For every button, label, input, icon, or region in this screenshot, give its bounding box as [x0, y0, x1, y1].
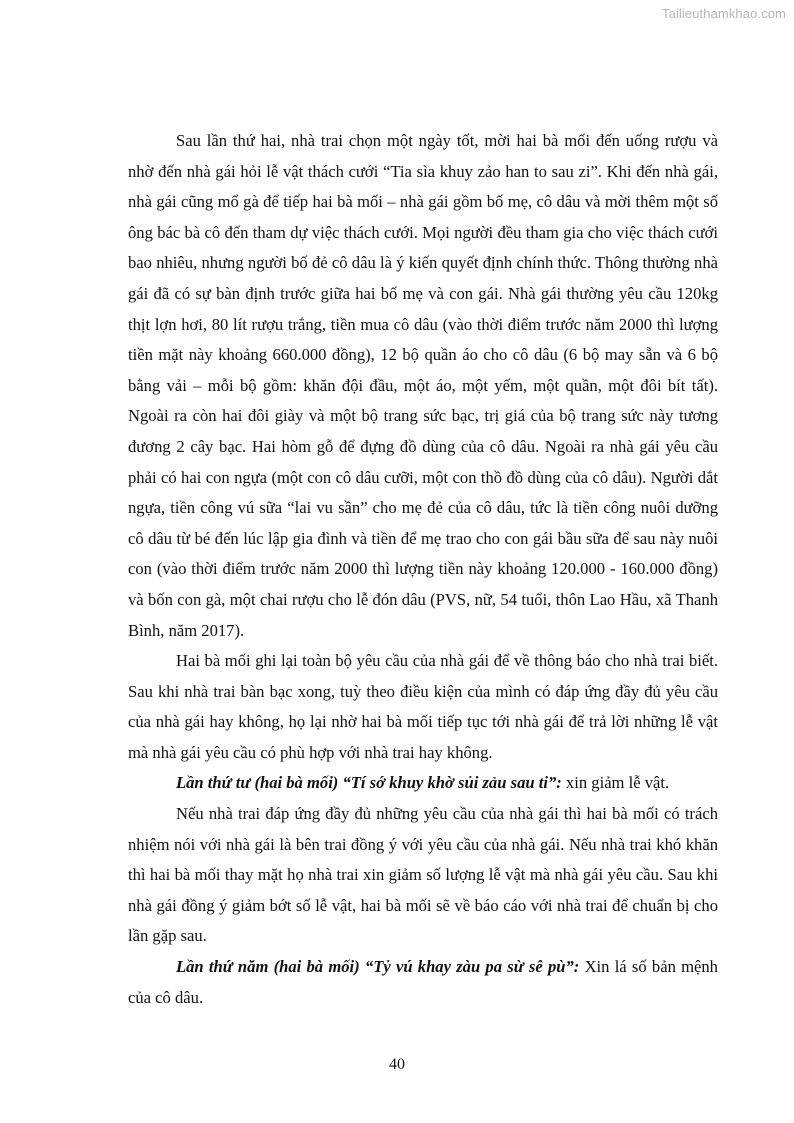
paragraph-4: Nếu nhà trai đáp ứng đầy đủ những yêu cầu của nhà gái thì hai bà mối có trách nhiệm nói với nhà gái là bên trai đồng ý với yêu cầu của nhà gái. Nếu nhà trai khó khăn thì hai bà mối thay mặt họ nhà trai xin giảm số lượng lễ vật mà nhà gái yêu cầu. Sau khi nhà gái đồng ý giảm bớt số lễ vật, hai bà mối sẽ về báo cáo với nhà trai để chuẩn bị cho lần gặp sau.: [128, 804, 718, 946]
paragraph-5: [128, 952, 718, 1013]
paragraph-5-text: Xin lá số bản mệnh của cô dâu.: [128, 957, 718, 1007]
paragraph-1: Sau lần thứ hai, nhà trai chọn một ngày tốt, mời hai bà mối đến uống rượu và nhờ đến nhà gái hỏi lễ vật thách cưới “Tia sìa khuy zảo han to sau zi”. Khi đến nhà gái, nhà gái cũng mổ gà để tiếp hai bà mối – nhà gái gồm bố mẹ, cô dâu và mời thêm một số ông bác bà cô đến tham dự việc thách cưới. Mọi người đều tham gia cho việc thách cưới bao nhiêu, nhưng người bố đẻ cô dâu là ý kiến quyết định chính thức. Thông thường nhà gái đã có sự bàn định trước giữa hai bố mẹ và con gái. Nhà gái thường yêu cầu 120kg thịt lợn hơi, 80 lít rượu trắng, tiền mua cô dâu (vào thời điểm trước năm 2000 thì lượng tiền mặt này khoảng 660.000 đồng), 12 bộ quần áo cho cô dâu (6 bộ may sẵn và 6 bộ bằng vải – mỗi bộ gồm: khăn đội đầu, một áo, một yếm, một quần, một đôi bít tất). Ngoài ra còn hai đôi giày và một bộ trang sức bạc, trị giá của bộ trang sức này tương đương 2 cây bạc. Hai hòm gỗ để đựng đồ dùng của cô dâu. Ngoài ra nhà gái yêu cầu phải có hai con ngựa (một con cô dâu cưỡi, một con thồ đồ dùng của cô dâu). Người dắt ngựa, tiền công vú sữa “lai vu sần” cho mẹ đẻ của cô dâu, tức là tiền công nuôi dưỡng cô dâu từ bé đến lúc lập gia đình và tiền để mẹ trao cho con gái bầu sữa để sau này nuôi con (vào thời điểm trước năm 2000 thì lượng tiền này khoảng 120.000 - 160.000 đồng) và bốn con gà, một chai rượu cho lễ đón dâu (PVS, nữ, 54 tuổi, thôn Lao Hầu, xã Thanh Bình, năm 2017).: [128, 131, 718, 640]
watermark-text: Tailieuthamkhao.com: [661, 6, 786, 21]
document-body: [128, 126, 718, 1013]
paragraph-3-heading: Lần thứ tư (hai bà mối) “Tí sớ khuy khờ sủi zảu sau ti”:: [176, 773, 562, 793]
paragraph-2: Hai bà mối ghi lại toàn bộ yêu cầu của nhà gái để về thông báo cho nhà trai biết. Sau khi nhà trai bàn bạc xong, tuỳ theo điều kiện của mình có đáp ứng đầy đủ yêu cầu của nhà gái hay không, họ lại nhờ hai bà mối tiếp tục tới nhà gái để trả lời những lễ vật mà nhà gái yêu cầu có phù hợp với nhà trai hay không.: [128, 651, 718, 762]
paragraph-3-text: xin giảm lễ vật.: [561, 773, 670, 793]
page-number: 40: [389, 1056, 405, 1073]
paragraph-5-heading: Lần thứ năm (hai bà mối) “Tỷ vú khay zàu pa sừ sê pù”:: [176, 957, 580, 977]
paragraph-3: [128, 768, 718, 799]
